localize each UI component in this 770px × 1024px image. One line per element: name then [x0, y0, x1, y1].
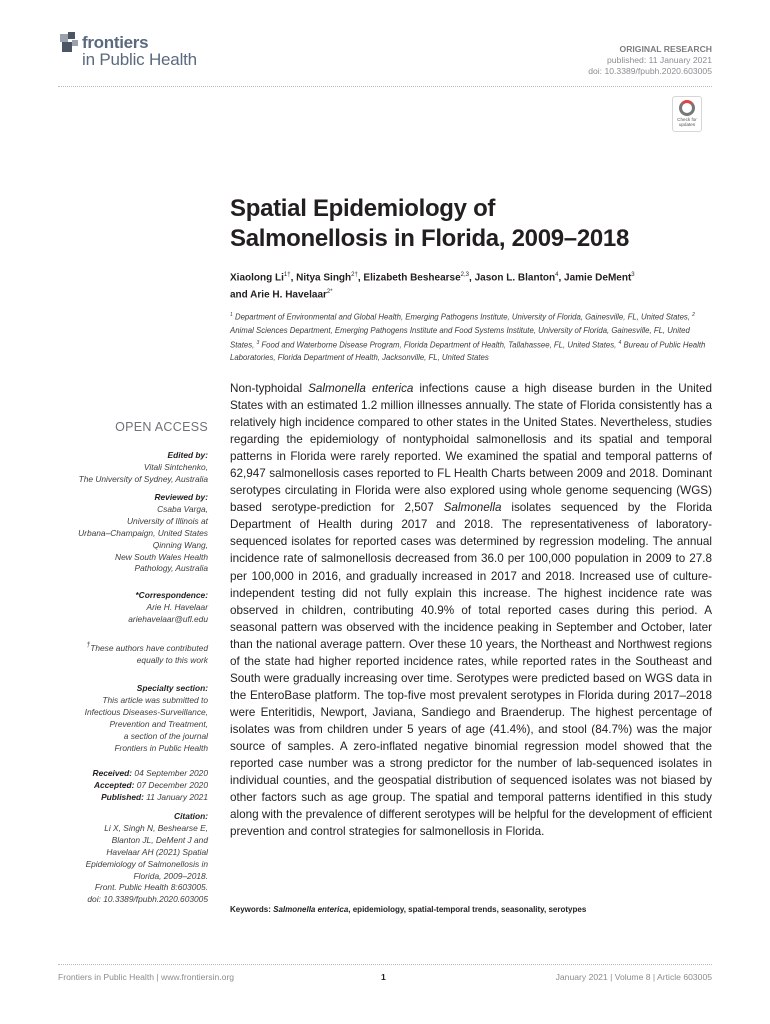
check-updates-icon: [679, 100, 695, 116]
article-type: ORIGINAL RESEARCH: [619, 44, 712, 54]
author-name[interactable]: Elizabeth Beshearse: [363, 272, 461, 284]
article-doi[interactable]: doi: 10.3389/fpubh.2020.603005: [588, 66, 712, 76]
title-line: Salmonellosis in Florida, 2009–2018: [230, 225, 630, 252]
reviewed-by-section: Reviewed by: Csaba Varga, University of Illinois at Urbana–Champaign, United States Qinning Wang, New South Wales Health Pathology, Australia: [78, 492, 208, 574]
journal-logo[interactable]: [58, 32, 197, 70]
specialty-section: Specialty section: This article was submitted to Infectious Diseases-Surveillance, Prevention and Treatment, a section of the journal Frontiers in Public Health: [84, 683, 208, 753]
journal-brand: frontiers: [82, 33, 149, 52]
journal-subtitle: in Public Health: [82, 50, 197, 69]
header-divider: [58, 86, 712, 87]
affiliations: $^1$ Department of Environmental and Global Health, Emerging Pathogens Institute, University of Florida, Gainesville, FL, United States, $^2$ Animal Sciences Department, Emerging Pathogens Institute and Food Systems Institute, University of Florida, Gainesville, FL, United States, $^3$ Food and Waterborne Disease Program, Florida Department of Health, Tallahassee, FL, United States, $^4$ Bureau of Public Health Laboratories, Florida Department of Health, Jacksonville, FL, United States: [230, 312, 706, 363]
published-date: published: 11 January 2021: [607, 55, 712, 65]
check-updates-label: Check for updates: [677, 117, 697, 127]
author-name[interactable]: Xiaolong Li: [230, 272, 284, 284]
author-list: Xiaolong $Li^{1\dagger}$, Nitya Singh$^{2\dagger}$, Elizabeth Beshearse$^{2,3}$, Jason L. Blanton$^4$, Jamie DeMent$^3$ and Arie H. Havelaar$^{2*}$: [230, 272, 635, 301]
edited-by-section: Edited by: Vitali Sintchenko, The University of Sydney, Australia: [78, 450, 208, 484]
author-name[interactable]: Nitya Singh: [296, 272, 352, 284]
footer-journal-link[interactable]: Frontiers in Public Health | www.frontiersin.org: [58, 972, 235, 982]
article-title: [230, 194, 710, 254]
author-name[interactable]: and Arie H. Havelaar: [230, 289, 327, 301]
frontiers-logo-icon: [58, 32, 80, 54]
citation-doi-link[interactable]: doi: 10.3389/fpubh.2020.603005: [87, 894, 208, 905]
author-name[interactable]: Jason L. Blanton: [474, 272, 556, 284]
correspondence-section: *Correspondence: Arie H. Havelaar ariehavelaar@ufl.edu: [58, 590, 208, 626]
equal-contribution-note: †These authors have contributed equally to this work: [86, 642, 208, 665]
page-number: 1: [381, 972, 386, 982]
footer-volume-info: January 2021 | Volume 8 | Article 603005: [555, 972, 712, 982]
citation-section: Citation: Li X, Singh N, Beshearse E, Blanton JL, DeMent J and Havelaar AH (2021) Spatial Epidemiology of Salmonellosis in Florida, 2009–2018. Front. Public Health 8:603005. doi: 10.3389/fpubh.2020.603005: [58, 811, 208, 906]
abstract-text: Non-typhoidal Salmonella enterica infections cause a high disease burden in the United States with an estimated 1.2 million illnesses annually. The state of Florida consistently has a relatively high incidence compared to other states in the United States. Nevertheless, studies regarding the epidemiology of nontyphoidal salmonellosis and its spatial and temporal patterns in Florida were rarely reported. We examined the spatial and temporal patterns of 62,947 salmonellosis cases reported to FL Health Charts between 2009 and 2018. Dominant serotypes circulating in Florida were also explored using whole genome sequencing (WGS) based serotype-prediction for 2,507 Salmonella isolates sequenced by the Florida Department of Health during 2017 and 2018. The representativeness of laboratory-sequenced isolates for reported cases was determined by regression modeling. The annual incidence rate of salmonellosis decreased from 36.0 per 100,000 population in 2009 to 27.8 per 100,000 in 2016, and gradually increased in 2017 and 2018. Increased use of culture-independent testing did not fully explain this increase. The highest incidence rate was observed in children, contributing 40.9% of total reported cases during this period. A seasonal pattern was observed with the incidence peaking in September and October, later than the national average pattern. Over these 10 years, the Northeast and Northwest regions of the state had higher reported incidence rates, while reported rates in the Southeast and South were gradually increasing over time. Serotypes were predicted based on WGS data in the EnteroBase platform. The top-five most prevalent serotypes in Florida during 2017–2018 were Enteritidis, Newport, Javiana, Sandiego and Braenderup. The highest percentage of isolates was from children under 5 years of age (41.4%), and stool (84.7%) was the major source of samples. A zero-inflated negative binomial regression model showed that the reported case number was a strong predictor for the number of lab-sequenced isolates in individual counties, and the geospatial distribution of sequenced isolates was not biased by other factors such as age group. The spatial and temporal patterns identified in this study along with the prevalence of different serotypes will be helpful for the development of efficient prevention and control strategies for salmonellosis in Florida.: [230, 382, 712, 839]
check-for-updates-button[interactable]: [672, 96, 702, 132]
footer-divider: [58, 964, 712, 965]
article-dates: Received: 04 September 2020 Accepted: 07 December 2020 Published: 11 January 2021: [92, 768, 208, 802]
article-info: [588, 44, 712, 77]
author-name[interactable]: Jamie DeMent: [564, 272, 632, 284]
open-access-label: OPEN ACCESS: [115, 420, 208, 434]
correspondence-email-link[interactable]: ariehavelaar@ufl.edu: [128, 613, 208, 624]
title-line: Spatial Epidemiology of: [230, 195, 496, 222]
keywords: Keywords: Salmonella enterica, epidemiology, spatial-temporal trends, seasonality, serotypes: [230, 905, 587, 914]
